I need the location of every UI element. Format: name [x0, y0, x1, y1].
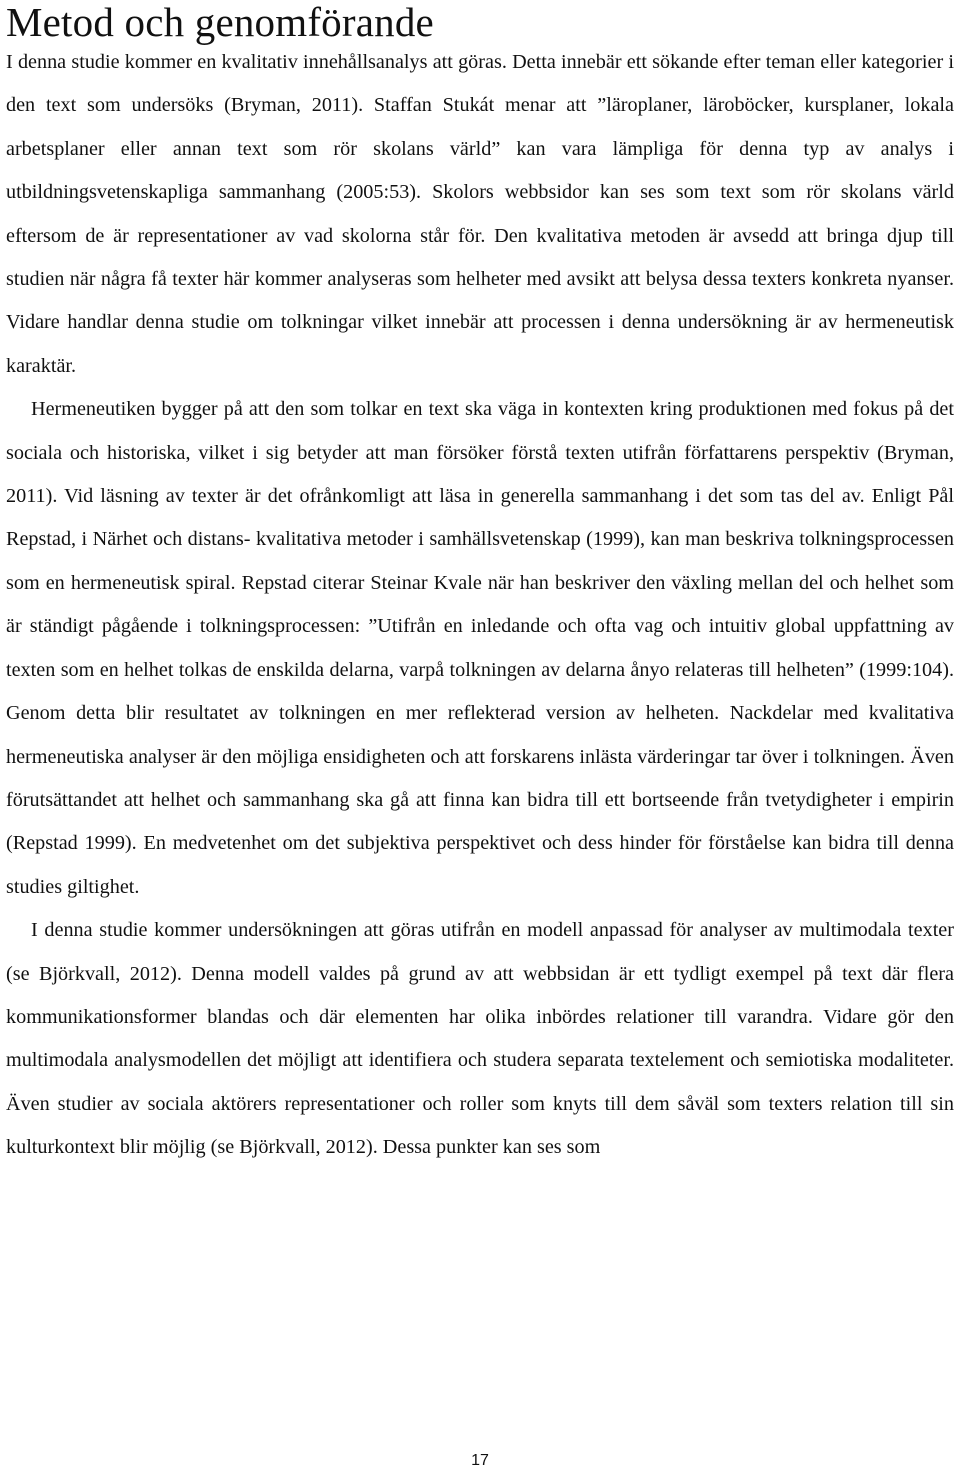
paragraph-method: I denna studie kommer en kvalitativ innehållsanalys att göras. Detta innebär ett sökande efter teman eller kategorier i den text som undersöks (Bryman, 2011). Staffan Stukát menar att ”läroplaner, läroböcker, kursplaner, lokala arbetsplaner eller annan text som rör skolans värld” kan vara lämpliga för denna typ av analys i utbildningsvetenskapliga sammanhang (2005:53). Skolors webbsidor kan ses som text som rör skolans värld eftersom de är representationer av vad skolorna står för. Den kvalitativa metoden är avsedd att bringa djup till studien när några få texter här kommer analyseras som helheter med avsikt att belysa dessa texters konkreta nyanser. Vidare handlar denna studie om tolkningar vilket innebär att processen i denna undersökning är av hermeneutisk karaktär.	[6, 51, 954, 377]
paragraph-hermeneutics: Hermeneutiken bygger på att den som tolkar en text ska väga in kontexten kring produktionen med fokus på det sociala och historiska, vilket i sig betyder att man försöker förstå texten utifrån författarens perspektiv (Bryman, 2011). Vid läsning av texter är det ofrånkomligt att läsa in generella sammanhang i det som tas del av. Enligt Pål Repstad, i Närhet och distans- kvalitativa metoder i samhällsvetenskap (1999), kan man beskriva tolkningsprocessen som en hermeneutisk spiral. Repstad citerar Steinar Kvale när han beskriver den växling mellan del och helhet som är ständigt pågående i tolkningsprocessen: ”Utifrån en inledande och ofta vag och intuitiv global uppfattning av texten som en helhet tolkas de enskilda delarna, varpå tolkningen av delarna ånyo relateras till helheten” (1999:104). Genom detta blir resultatet av tolkningen en mer reflekterad version av helheten. Nackdelar med kvalitativa hermeneutiska analyser är den möjliga ensidigheten och att forskarens inlästa värderingar tar över i tolkningen. Även förutsättandet att helhet och sammanhang ska gå att finna kan bidra till ett bortseende från tvetydigheter i empirin (Repstad 1999). En medvetenhet om det subjektiva perspektivet och dess hinder för förståelse kan bidra till denna studies giltighet.	[6, 398, 954, 898]
paragraph-multimodal: I denna studie kommer undersökningen att göras utifrån en modell anpassad för analyser av multimodala texter (se Björkvall, 2012). Denna modell valdes på grund av att webbsidan är ett tydligt exempel på text där flera kommunikationsformer blandas och där elementen har olika inbördes relationer till varandra. Vidare gör den multimodala analysmodellen det möjligt att identifiera och studera separata textelement och semiotiska modaliteter. Även studier av sociala aktörers representationer och roller som knyts till dem såväl som texters relation till sin kulturkontext blir möjlig (se Björkvall, 2012). Dessa punkter kan ses som	[6, 919, 954, 1159]
section-heading: Metod och genomförande	[6, 0, 434, 45]
page-number: 17	[471, 1452, 489, 1469]
